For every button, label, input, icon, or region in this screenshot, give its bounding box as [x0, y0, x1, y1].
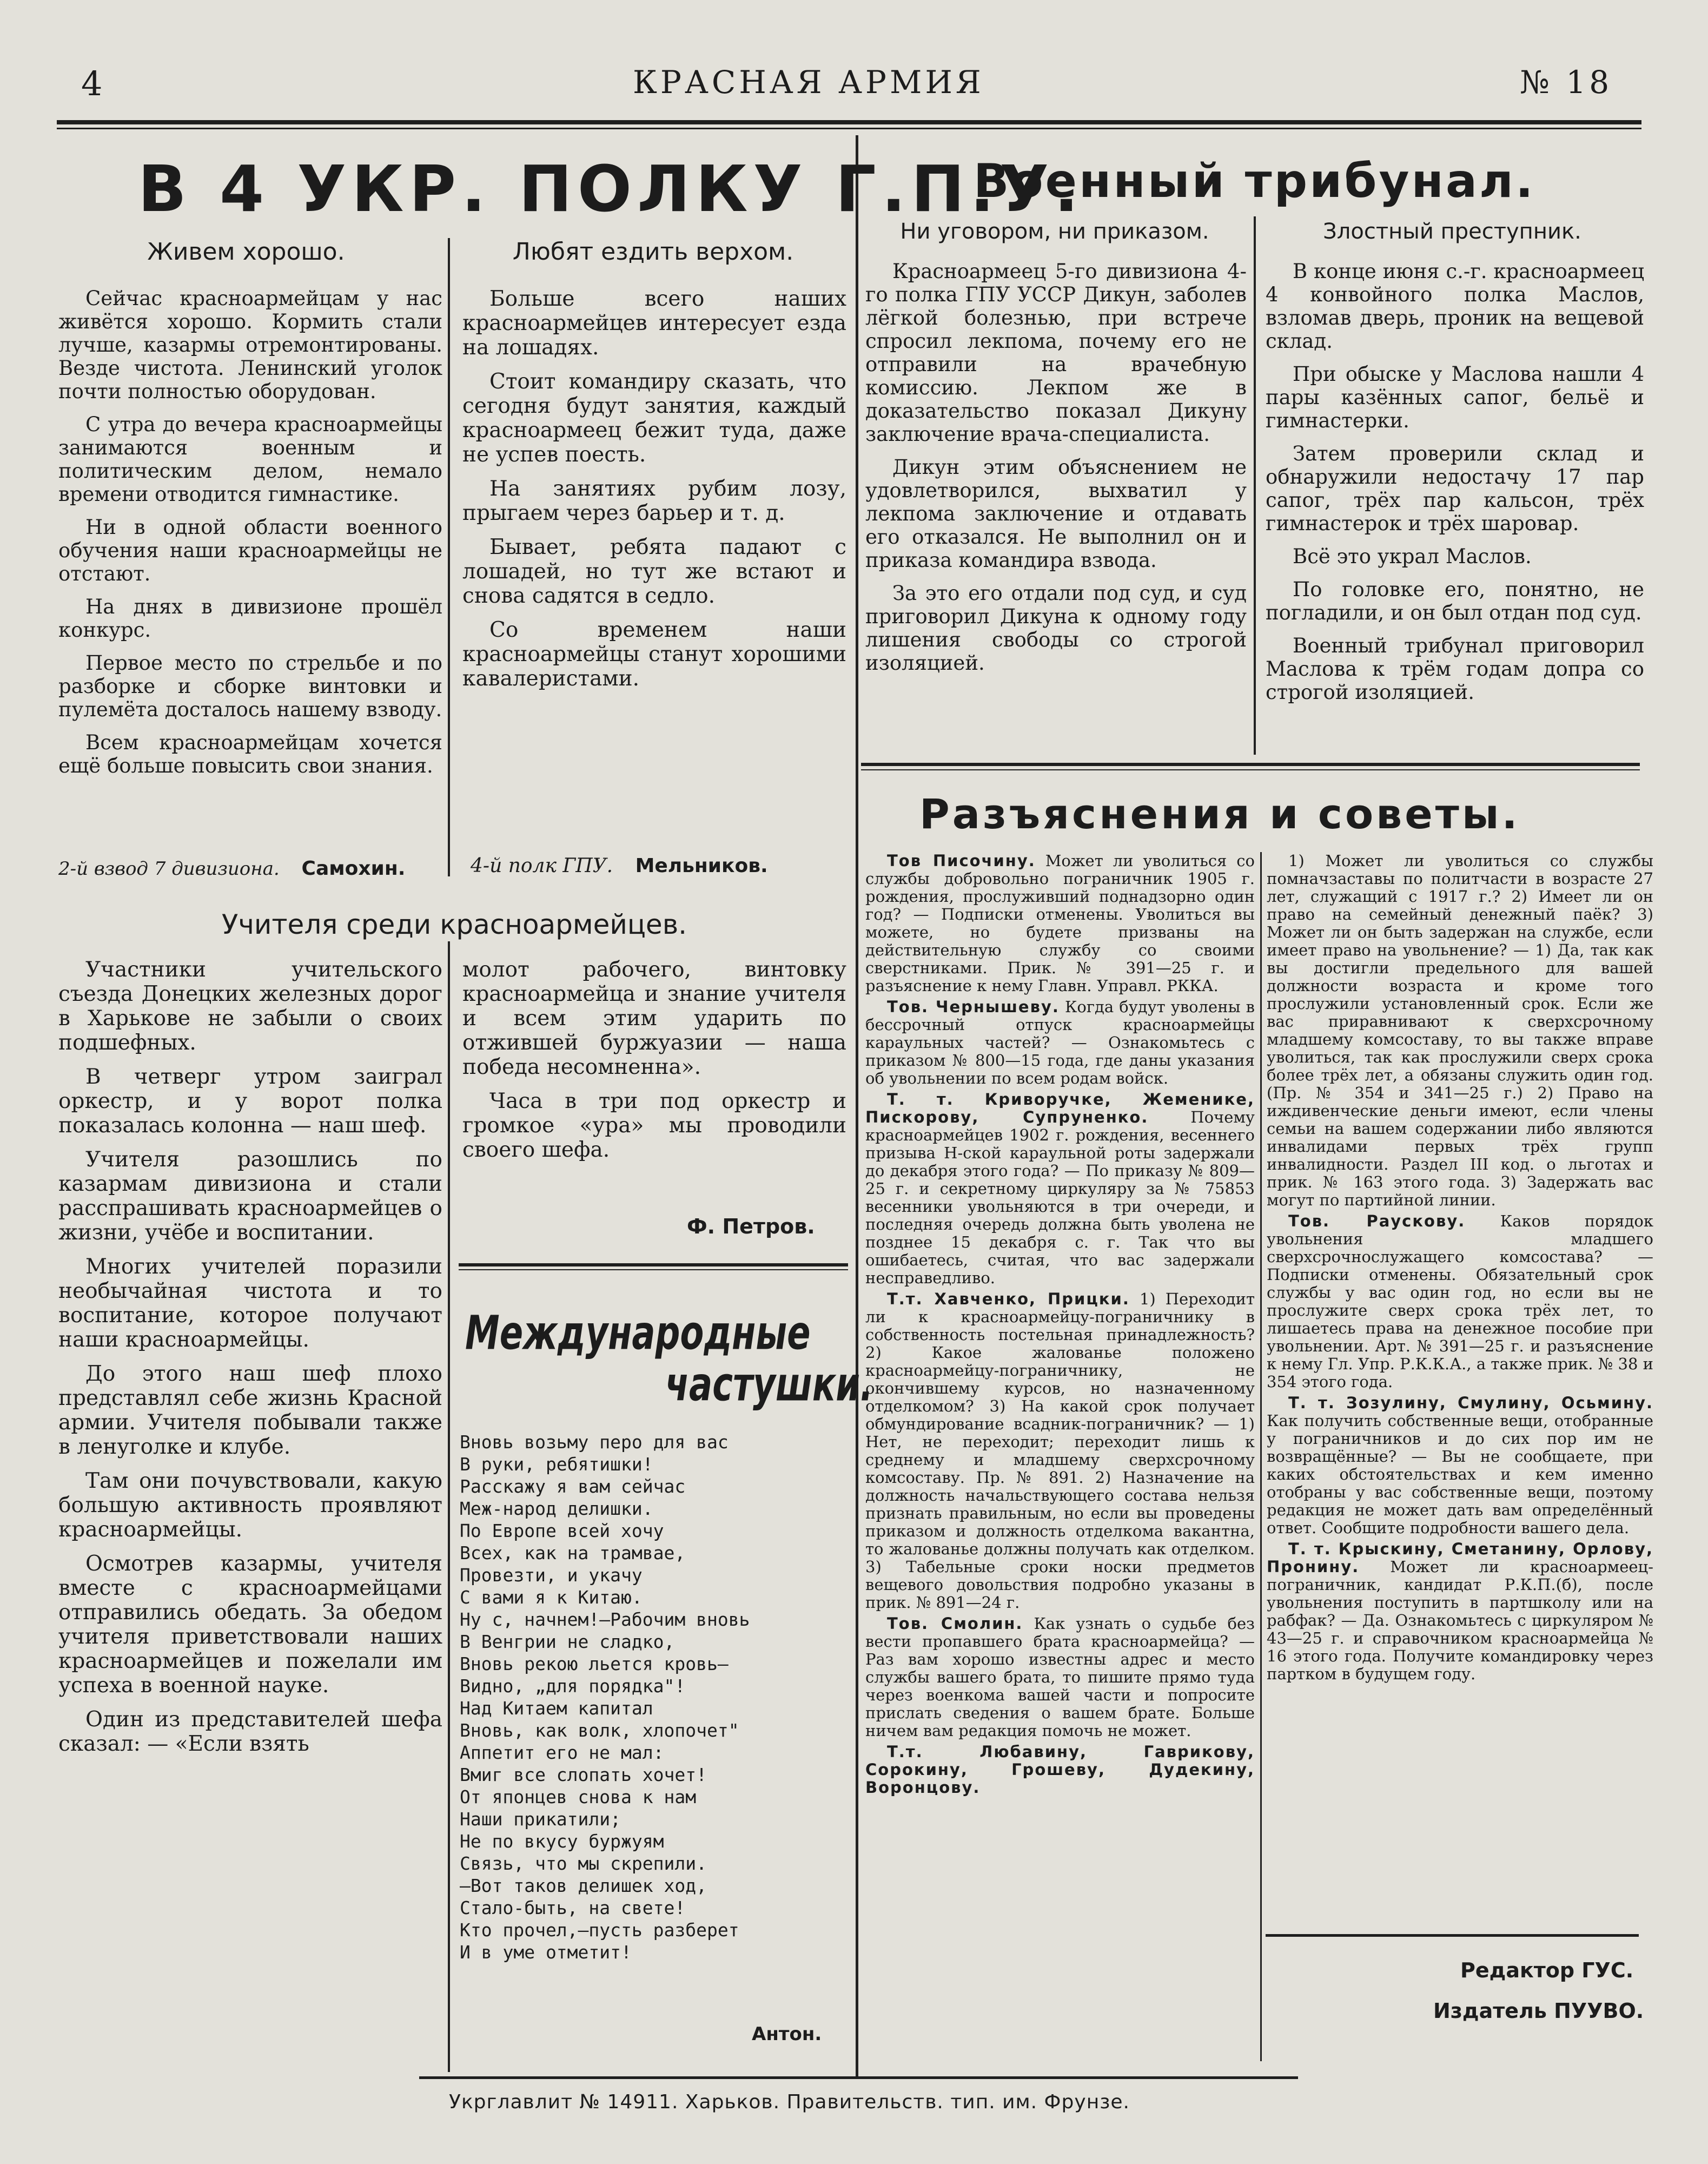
faq-item: Т. т. Крыскину, Сметанину, Орлову, Пронину. Может ли красноармеец-пограничник, кандидат Р.К.П.(б), после увольнения поступить в партшколу или на рабфак? — Да. Ознакомьтесь с циркуляром № 43—25 г. и справочником красноармейца № 16 этого года. Получите командировку через партком в будущем году.	[1267, 1540, 1654, 1683]
article-title: Любят ездить верхом.	[512, 238, 794, 266]
paragraph: Ни в одной области военного обучения наши красноармейцы не отстают.	[58, 516, 442, 585]
faq-item: Тов. Смолин. Как узнать о судьбе без вести пропавшего брата красноармейца? — Раз вам хорошо известны адрес и место службы вашего брата, то пишите прямо туда через военкома вашей части и попросите прислать сведения о вашем брате. Больше ничем вам редакция помочь не может.	[865, 1614, 1255, 1740]
paragraph: Там они почувствовали, какую большую активность проявляют красноармейцы.	[58, 1469, 442, 1542]
faq-column	[865, 852, 1255, 1800]
paragraph: В конце июня с.-г. красноармеец 4 конвойного полка Маслов, взломав дверь, проник на вещевой склад.	[1266, 260, 1644, 353]
paragraph: Затем проверили склад и обнаружили недостачу 17 пар сапог, трёх пар кальсон, трёх гимнастерок и трёх шаровар.	[1266, 442, 1644, 535]
paragraph: Всем красноармейцам хочется ещё больше повысить свои знания.	[58, 731, 442, 777]
paragraph: Со временем наши красноармейцы станут хорошими кавалеристами.	[462, 618, 846, 691]
paragraph: Дикун этим объяснением не удовлетворился, выхватил у лекпома заключение и отдавать его отказался. Не выполнил он и приказа командира взвода.	[865, 456, 1247, 572]
footer-rule	[419, 2076, 1298, 2079]
paragraph: Сейчас красноармейцам у нас живётся хорошо. Кормить стали лучше, казармы отремонтированы. Везде чистота. Ленинский уголок почти полностью оборудован.	[58, 287, 442, 403]
faq-item: Т.т. Любавину, Гаврикову, Сорокину, Грошеву, Дудекину, Воронцову.	[865, 1743, 1255, 1797]
faq-item: Тов Писочину. Может ли уволиться со службы добровольно пограничник 1905 г. рождения, прослуживший поднадзорно один год? — Подписки отменены. Уволиться вы можете, но будете призваны на действительную службу со своими сверстниками. Прик. № 391—25 г. и разъяснение к нему Главн. Управл. РККА.	[865, 852, 1255, 995]
article-body	[462, 287, 846, 701]
faq-headline: Разъяснения и советы.	[919, 790, 1520, 838]
faq-item: Тов. Чернышеву. Когда будут уволены в бессрочный отпуск красноармейцы караульных частей? — Ознакомьтесь с приказом № 800—15 года, где даны указания об увольнении по всем родам войск.	[865, 998, 1255, 1087]
article-body	[865, 260, 1247, 684]
paragraph: За это его отдали под суд, и суд приговорил Дикуна к одному году лишения свободы со строгой изоляцией.	[865, 582, 1247, 675]
left-headline: В 4 УКР. ПОЛКУ Г.П.У.	[138, 151, 1084, 226]
paragraph: Многих учителей поразили необычайная чистота и то воспитание, которое получают наши красноармейцы.	[58, 1255, 442, 1352]
paragraph: С утра до вечера красноармейцы занимаются военным и политическим делом, немало времени отводится гимнастике.	[58, 413, 442, 506]
paragraph: Военный трибунал приговорил Маслова к трём годам допра со строгой изоляцией.	[1266, 634, 1644, 704]
poem-text: Вновь возьму перо для вас В руки, ребятишки! Расскажу я вам сейчас Меж-народ делишки. По Европе всей хочу Всех, как на трамвае, Провезти, и укачу С вами я к Китаю. Ну с, начнем!—Рабочим вновь В Венгрии не сладко, Вновь рекою льется кровь— Видно, „для порядка"! Над Китаем капитал Вновь, как волк, хлопочет" Аппетит его не мал: Вмиг все слопать хочет! От японцев снова к нам Наши прикатили; Не по вкусу буржуям Связь, что мы скрепили. —Вот таков делишек ход, Стало-быть, на свете! Кто прочел,—пусть разберет И в уме отметит!	[460, 1431, 750, 1963]
faq-item: Т. т. Зозулину, Смулину, Осьмину. Как получить собственные вещи, отобранные у пограничников и до сих пор им не возвращённые? — Вы не сообщаете, при каких обстоятельствах и кем именно отобраны у вас собственные вещи, поэтому редакция не может дать вам определённый ответ. Сообщите подробности вашего дела.	[1267, 1394, 1653, 1537]
paragraph: Бывает, ребята падают с лошадей, но тут же встают и снова садятся в седло.	[462, 535, 846, 608]
paragraph: На днях в дивизионе прошёл конкурс.	[58, 595, 442, 642]
article-body	[58, 287, 442, 787]
signature-unit: 2-й взвод 7 дивизиона.	[58, 858, 280, 880]
right-headline: Военный трибунал.	[974, 154, 1535, 208]
paragraph: До этого наш шеф плохо представлял себе жизнь Красной армии. Учителя побывали также в ленуголке и клубе.	[58, 1362, 442, 1459]
paragraph: Учителя разошлись по казармам дивизиона и стали расспрашивать красноармейцев о жизни, учёбе и воспитании.	[58, 1147, 442, 1245]
faq-item: Тов. Раускову. Каков порядок увольнения младшего сверхсрочнослужащего комсостава? — Подписки отменены. Обязательный срок службы у вас один год, но если вы не прослужите сверх срока трёх лет, то лишаетесь права на денежное пособие при увольнении. Арт. № 391—25 г. и разъяснение к нему Гл. Упр. Р.К.К.А., а также прик. № 38 и 354 этого года.	[1267, 1212, 1654, 1391]
poem-title-line1: Международные	[465, 1307, 811, 1361]
center-divider	[856, 135, 858, 2077]
article-body	[462, 958, 846, 1172]
article-signature	[471, 855, 849, 877]
section-rule	[861, 763, 1640, 766]
left-divider-bottom	[448, 941, 450, 2072]
paragraph: Красноармеец 5-го дивизиона 4-го полка ГПУ УССР Дикун, заболев лёгкой болезнью, при встрече спросил лекпома, почему его не отправили на врачебную комиссию. Лекпом же в доказательство показал Дикуну заключение врача-специалиста.	[865, 260, 1247, 446]
paragraph: Осмотрев казармы, учителя вместе с красноармейцами отправились обедать. За обедом учителя приветствовали наших красноармейцев и пожелали им успеха в военной науке.	[58, 1552, 442, 1698]
signature-unit: 4-й полк ГПУ.	[471, 855, 613, 877]
section-rule-thin	[861, 769, 1640, 770]
issue-number: № 18	[1520, 64, 1613, 101]
paragraph: Часа в три под оркестр и громкое «ура» мы проводили своего шефа.	[462, 1089, 846, 1162]
paragraph: Один из представителей шефа сказал: — «Если взять	[58, 1707, 442, 1756]
faq-item: Т.т. Хавченко, Прицки. 1) Переходит ли к красноармейцу-пограничнику в собственность постельная принадлежность? 2) Какое жалованье положено красноармейцу-пограничнику, не окончившему курсов, но назначенному отделкомом? 3) На какой срок получает обмундирование всадник-пограничник? — 1) Нет, не переходит; переходит лишь к среднему и младшему сверхсрочному комсоставу. Пр. № 891. 2) Назначение на должность начальствующего состава нельзя признать правильным, но если вы проведены приказом и должность отделкома вакантна, то жалованье должны получать как отделком. 3) Табельные сроки носки предметов вещевого довольствия подробно указаны в прик. № 891—24 г.	[865, 1290, 1255, 1612]
signature-name: Мельников.	[635, 855, 768, 877]
footer-imprint: Укрглавлит № 14911. Харьков. Правительств. тип. им. Фрунзе.	[449, 2091, 1130, 2113]
faq-column	[1267, 852, 1653, 1686]
faq-item: 1) Может ли уволиться со службы помначзаставы по политчасти в возрасте 27 лет, служащий с 1917 г.? 2) Имеет ли он право на семейный денежный паёк? 3) Может ли он быть задержан на службе, если имеет право на увольнение? — 1) Да, так как вы достигли предельного для вашей должности возраста и кроме того прослужили установленный срок. Если же вас приравнивают к сверхсрочному младшему комсоставу, то вы также вправе уволиться, так как прослужили сверх срока более трёх лет, а обязаны служить один год. (Пр. № 354 и 341—25 г.) 2) Право на иждивенческие деньги имеют, если члены семьи на вашем содержании либо являются инвалидами первых трёх групп инвалидности. Раздел III код. о льготах и прик. № 163 этого года. 3) Задержать вас могут по партийной линии.	[1267, 852, 1653, 1209]
section-rule	[459, 1263, 848, 1266]
faq-item: Т. т. Криворучке, Жеменике, Пискорову, Супруненко. Почему красноармейцев 1902 г. рождения, весеннего призыва Н-ской караульной роты задержали до декабря этого года? — По приказу № 809—25 г. и секретному циркуляру за № 75853 весенники увольняются в три очереди, и последняя очередь должна быть уволена не позднее 15 декабря с. г. Так что вы ошибаетесь, считая, что вас задержали несправедливо.	[865, 1090, 1255, 1287]
publisher-line: Издатель ПУУВО.	[1433, 1999, 1644, 2023]
paragraph: В четверг утром заиграл оркестр, и у ворот полка показалась колонна — наш шеф.	[58, 1065, 442, 1138]
article-signature	[58, 857, 442, 880]
paragraph: Всё это украл Маслов.	[1293, 545, 1532, 568]
paragraph: По головке его, понятно, не погладили, и он был отдан под суд.	[1266, 578, 1644, 624]
article-signature: Ф. Петров.	[687, 1215, 815, 1238]
paper-title: КРАСНАЯ АРМИЯ	[633, 64, 984, 101]
section-rule-thin	[459, 1269, 848, 1270]
left-divider-top	[448, 238, 450, 876]
article-title: Ни уговором, ни приказом.	[900, 219, 1209, 244]
signature-name: Самохин.	[301, 857, 406, 880]
masthead-rule	[57, 120, 1641, 124]
article-title: Учителя среди красноармейцев.	[221, 909, 687, 940]
masthead-rule-thin	[57, 128, 1641, 129]
paragraph: Участники учительского съезда Донецких железных дорог в Харькове не забыли о своих подшефных.	[58, 958, 442, 1055]
poem-signature: Антон.	[752, 2023, 822, 2045]
page-number: 4	[81, 64, 106, 103]
editor-line: Редактор ГУС.	[1460, 1958, 1634, 1982]
paragraph: Стоит командиру сказать, что сегодня будут занятия, каждый красноармеец бежит туда, даже не успев поесть.	[462, 370, 846, 467]
editor-rule	[1266, 1934, 1639, 1937]
right-divider-faq	[1260, 852, 1262, 2061]
article-title: Злостный преступник.	[1323, 219, 1581, 244]
right-divider-top	[1254, 216, 1256, 755]
paragraph: Больше всего наших красноармейцев интересует езда на лошадях.	[462, 287, 846, 360]
paragraph: молот рабочего, винтовку красноармейца и знание учителя и всем этим ударить по отжившей буржуазии — наша победа несомненна».	[462, 958, 846, 1079]
article-body	[1266, 260, 1644, 714]
article-title: Живем хорошо.	[147, 238, 345, 266]
paragraph: На занятиях рубим лозу, прыгаем через барьер и т. д.	[462, 477, 846, 525]
paragraph: При обыске у Маслова нашли 4 пары казённых сапог, бельё и гимнастерки.	[1266, 362, 1644, 432]
paragraph: Первое место по стрельбе и по разборке и сборке винтовки и пулемёта досталось нашему взводу.	[58, 651, 442, 721]
poem-title-line2: частушки.	[665, 1358, 873, 1412]
article-body	[58, 958, 442, 1766]
